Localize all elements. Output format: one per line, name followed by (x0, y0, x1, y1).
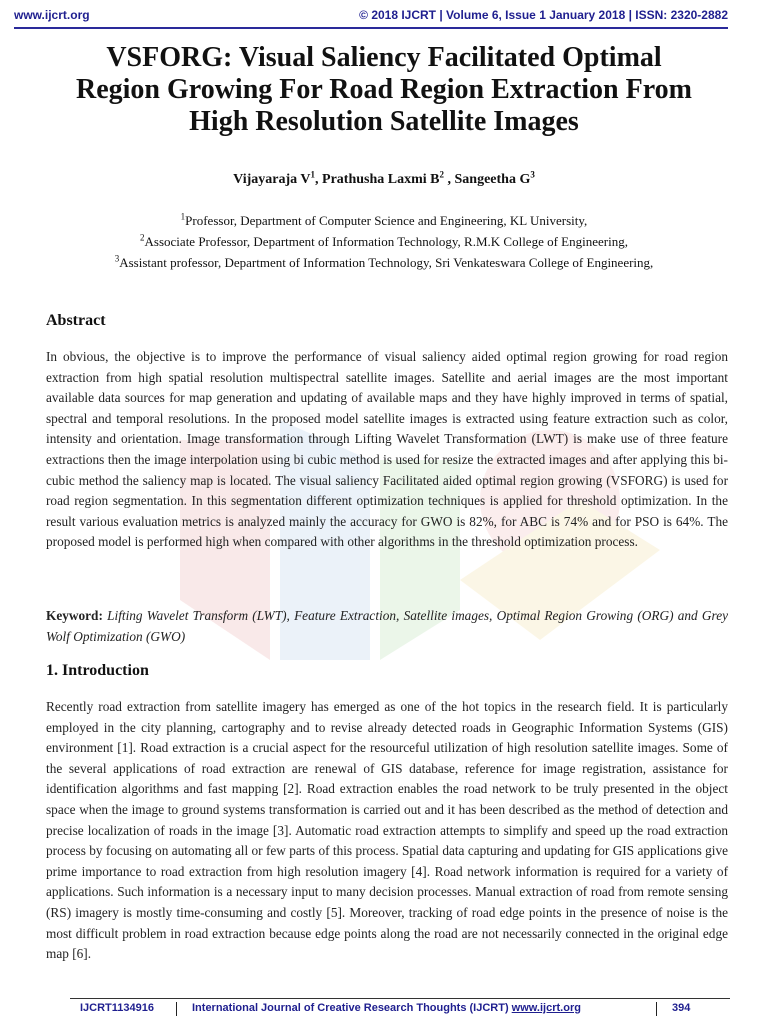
footer-journal (192, 1002, 581, 1014)
affiliation-2 (0, 234, 768, 250)
affiliation-3 (0, 255, 768, 271)
page-header (14, 8, 728, 26)
introduction-heading: 1. Introduction (46, 662, 149, 679)
header-site: www.ijcrt.org (14, 8, 90, 22)
author-sep-1: , (315, 172, 323, 187)
footer-divider-1 (176, 1002, 177, 1016)
affiliation-2-text: Associate Professor, Department of Information Technology, R.M.K College of Engineering, (144, 234, 628, 249)
keywords (46, 606, 728, 647)
author-2: Prathusha Laxmi B (322, 172, 440, 187)
affiliation-2-sup: 2 (140, 232, 145, 243)
author-1: Vijayaraja V (233, 172, 311, 187)
keyword-label: Keyword: (46, 608, 103, 623)
author-1-sup: 1 (310, 169, 316, 180)
keyword-list: Lifting Wavelet Transform (LWT), Feature Extraction, Satellite images, Optimal Region Growing (ORG) and Grey Wolf Optimization (GWO) (46, 608, 728, 644)
affiliation-3-text: Assistant professor, Department of Information Technology, Sri Venkateswara College of Engineering, (119, 255, 654, 270)
title-line-3: High Resolution Satellite Images (189, 106, 579, 137)
affiliation-1-sup: 1 (180, 211, 186, 222)
footer-paper-id: IJCRT1134916 (80, 1002, 154, 1014)
author-2-sup: 2 (439, 169, 444, 180)
abstract-heading: Abstract (46, 312, 106, 329)
footer-divider-2 (656, 1002, 657, 1016)
abstract-body: In obvious, the objective is to improve the performance of visual saliency aided optimal region growing for road region extraction from high spatial resolution multispectral satellite images. Satellite and aerial images are the most important available data sources for map generation and updating of available maps and they have highly improved in terms of spatial, spectral and temporal resolutions. In the proposed model satellite images is extracted using feature extraction such as color, intensity and orientation. Image transformation through Lifting Wavelet Transformation (LWT) is make use of three feature extractions then the image interpolation using bi cubic method is used for resize the extracted images and after applying this bi-cubic method the saliency map is located. The visual saliency Facilitated aided optimal region growing (VSFORG) is used for road region segmentation. In this segmentation different optimization techniques is applied for threshold optimization. In the result various evaluation metrics is analyzed mainly the accuracy for GWO is 82%, for ABC is 74% and for PSO is 64%. The proposed model is performed high when compared with other algorithms in the threshold optimization process. (46, 349, 728, 550)
footer-journal-name: International Journal of Creative Research Thoughts (IJCRT) (192, 1002, 512, 1014)
paper-title (30, 42, 738, 138)
header-rule (14, 27, 728, 29)
affiliation-1 (0, 213, 768, 229)
page-footer (80, 1002, 720, 1018)
author-sep-2: , (444, 172, 455, 187)
introduction-body: Recently road extraction from satellite imagery has emerged as one of the hot topics in the research field. It is particularly employed in the city planning, cartography and to revise already detected roads in Geographic Information Systems (GIS) environment [1]. Road extraction is a crucial aspect for the resourceful utilization of high resolution satellite images. Some of the several applications of road extraction are renewal of GIS database, reference for image registration, assistance for identification algorithms and fast mapping [2]. Road extraction enables the road network to be truly presented in the object space when the image to ground systems transformation is carried out and it has been described as the method of detection and precise localization of roads in the image [3]. Automatic road extraction attempts to simplify and speed up the road extraction process by focusing on automating all or few parts of this process. Spatial data capturing and updating for GIS applications give prime importance to road extraction from high resolution imagery [4]. Road network information is required for a variety of applications. Such information is a necessary input to many decision processes. Manual extraction of road from remote sensing (RS) imagery is mostly time-consuming and costly [5]. Moreover, tracking of road edge points in the presence of noise is the most difficult problem in road extraction because edge points along the road are not necessarily connected in the original edge map [6]. (46, 699, 728, 962)
header-issue-info: © 2018 IJCRT | Volume 6, Issue 1 January 2018 | ISSN: 2320-2882 (359, 8, 728, 22)
affiliation-1-text: Professor, Department of Computer Science and Engineering, KL University, (185, 213, 588, 228)
author-3: Sangeetha G (454, 172, 531, 187)
footer-rule (70, 998, 730, 999)
title-line-2: Region Growing For Road Region Extraction From (76, 74, 692, 105)
title-line-1: VSFORG: Visual Saliency Facilitated Optimal (106, 42, 662, 73)
affiliation-3-sup: 3 (114, 253, 120, 264)
author-3-sup: 3 (530, 169, 535, 180)
footer-page-number: 394 (672, 1002, 691, 1014)
author-list (0, 169, 768, 188)
footer-url-link[interactable]: www.ijcrt.org (511, 1002, 581, 1014)
